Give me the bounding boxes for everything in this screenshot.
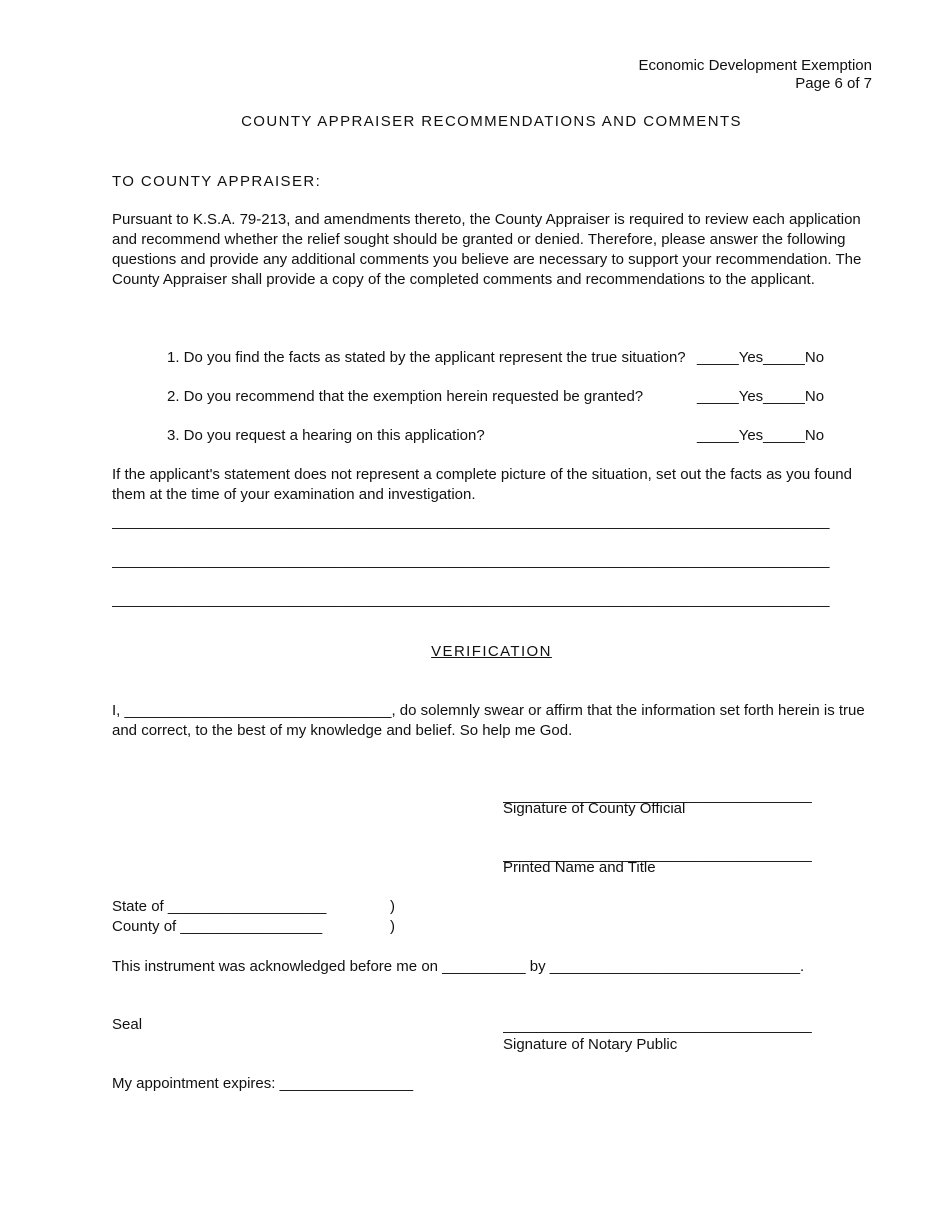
question-2: 2. Do you recommend that the exemption herein requested be granted?: [167, 388, 644, 405]
to-county-appraiser: TO COUNTY APPRAISER:: [112, 173, 322, 190]
state-paren: ): [390, 898, 395, 915]
official-signature-line[interactable]: _____________________________________: [503, 787, 812, 804]
county-paren: ): [390, 918, 395, 935]
notary-signature-line[interactable]: _____________________________________: [503, 1017, 812, 1034]
question-3: 3. Do you request a hearing on this application?: [167, 427, 485, 444]
facts-line-3[interactable]: ______________________________________________________________________________________: [112, 591, 830, 608]
form-name: Economic Development Exemption: [638, 57, 872, 74]
appointment-expires[interactable]: My appointment expires: ________________: [112, 1075, 414, 1092]
facts-line-1[interactable]: ______________________________________________________________________________________: [112, 513, 830, 530]
printed-name-line[interactable]: _____________________________________: [503, 846, 812, 863]
page-number: Page 6 of 7: [795, 75, 872, 92]
notary-signature-label: Signature of Notary Public: [503, 1036, 678, 1053]
facts-instruction: If the applicant's statement does not represent a complete picture of the situation, set out the facts as you found them at the time of your examination and investigation.: [112, 466, 852, 503]
question-3-answer[interactable]: _____Yes_____No: [697, 427, 825, 444]
question-1-answer[interactable]: _____Yes_____No: [697, 349, 825, 366]
verification-heading: VERIFICATION: [431, 643, 552, 660]
printed-name-label: Printed Name and Title: [503, 859, 656, 876]
facts-line-2[interactable]: ______________________________________________________________________________________: [112, 552, 830, 569]
verification-statement: I, ________________________________, do solemnly swear or affirm that the information set forth herein is true and correct, to the best of my knowledge and belief. So help me God.: [112, 702, 865, 739]
seal-label: Seal: [112, 1016, 143, 1033]
official-signature-label: Signature of County Official: [503, 800, 686, 817]
intro-paragraph: Pursuant to K.S.A. 79-213, and amendments thereto, the County Appraiser is required to review each application and recommend whether the relief sought should be granted or denied. Therefore, please answer the following questions and provide any additional comments you believe are necessary to support your recommendation. The County Appraiser shall provide a copy of the completed comments and recommendations to the applicant.: [112, 211, 862, 288]
page-title: COUNTY APPRAISER RECOMMENDATIONS AND COMMENTS: [241, 113, 742, 130]
question-2-answer[interactable]: _____Yes_____No: [697, 388, 825, 405]
acknowledgement-line[interactable]: This instrument was acknowledged before me on __________ by ______________________________.: [112, 958, 805, 975]
state-line[interactable]: State of ___________________: [112, 898, 327, 915]
county-line[interactable]: County of _________________: [112, 918, 323, 935]
question-1: 1. Do you find the facts as stated by the applicant represent the true situation?: [167, 349, 686, 366]
